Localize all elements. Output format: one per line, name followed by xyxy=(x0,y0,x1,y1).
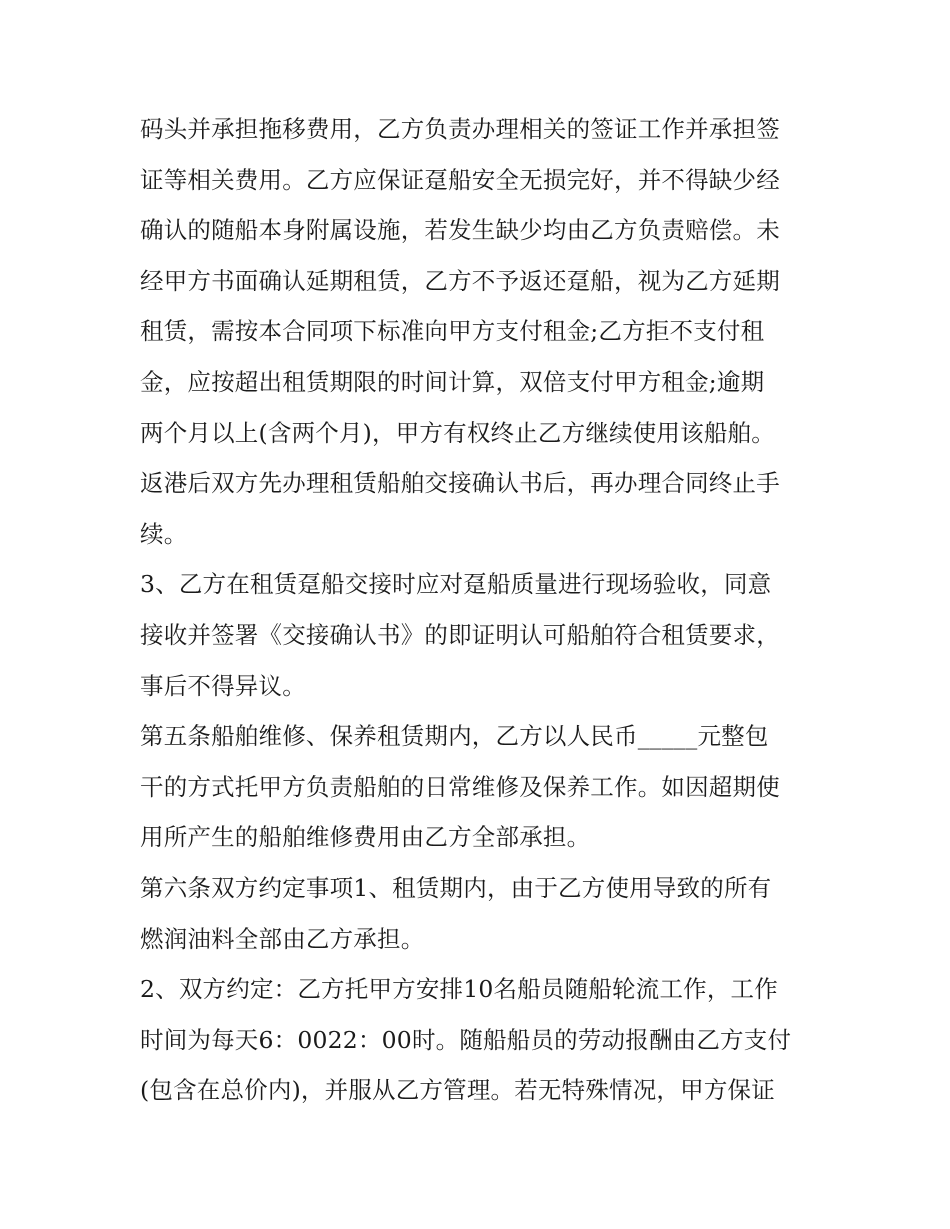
text-line: 事后不得异议。 xyxy=(140,671,306,700)
text-line: 2、双方约定：乙方托甲方安排10名船员随船轮流工作，工作 xyxy=(140,975,778,1004)
text-line: 码头并承担拖移费用，乙方负责办理相关的签证工作并承担签 xyxy=(140,115,780,143)
text-line: 证等相关费用。乙方应保证趸船安全无损完好，并不得缺少经 xyxy=(140,165,780,194)
text-line: 金，应按超出租赁期限的时间计算，双倍支付甲方租金;逾期 xyxy=(140,367,765,396)
text-line: 续。 xyxy=(140,519,188,548)
text-line: 两个月以上(含两个月)，甲方有权终止乙方继续使用该船舶。 xyxy=(140,418,775,447)
text-line: 3、乙方在租赁趸船交接时应对趸船质量进行现场验收，同意 xyxy=(140,570,772,599)
text-line: 燃润油料全部由乙方承担。 xyxy=(140,924,425,953)
text-line: 时间为每天6：0022：00时。随船船员的劳动报酬由乙方支付 xyxy=(140,1025,792,1054)
text-line: 租赁，需按本合同项下标准向甲方支付租金;乙方拒不支付租 xyxy=(140,317,765,346)
text-line: 干的方式托甲方负责船舶的日常维修及保养工作。如因超期使 xyxy=(140,772,780,801)
text-line: 接收并签署《交接确认书》的即证明认可船舶符合租赁要求， xyxy=(140,620,780,649)
contract-text-body xyxy=(140,104,820,1116)
text-line: 返港后双方先办理租赁船舶交接确认书后，再办理合同终止手 xyxy=(140,469,780,498)
text-line: 第五条船舶维修、保养租赁期内，乙方以人民币_____元整包 xyxy=(140,722,769,751)
text-line: (包含在总价内)，并服从乙方管理。若无特殊情况，甲方保证 xyxy=(140,1076,775,1105)
text-line: 经甲方书面确认延期租赁，乙方不予返还趸船，视为乙方延期 xyxy=(140,266,780,295)
text-line: 第六条双方约定事项1、租赁期内，由于乙方使用导致的所有 xyxy=(140,873,772,902)
text-line: 用所产生的船舶维修费用由乙方全部承担。 xyxy=(140,823,591,852)
text-line: 确认的随船本身附属设施，若发生缺少均由乙方负责赔偿。未 xyxy=(140,216,780,245)
